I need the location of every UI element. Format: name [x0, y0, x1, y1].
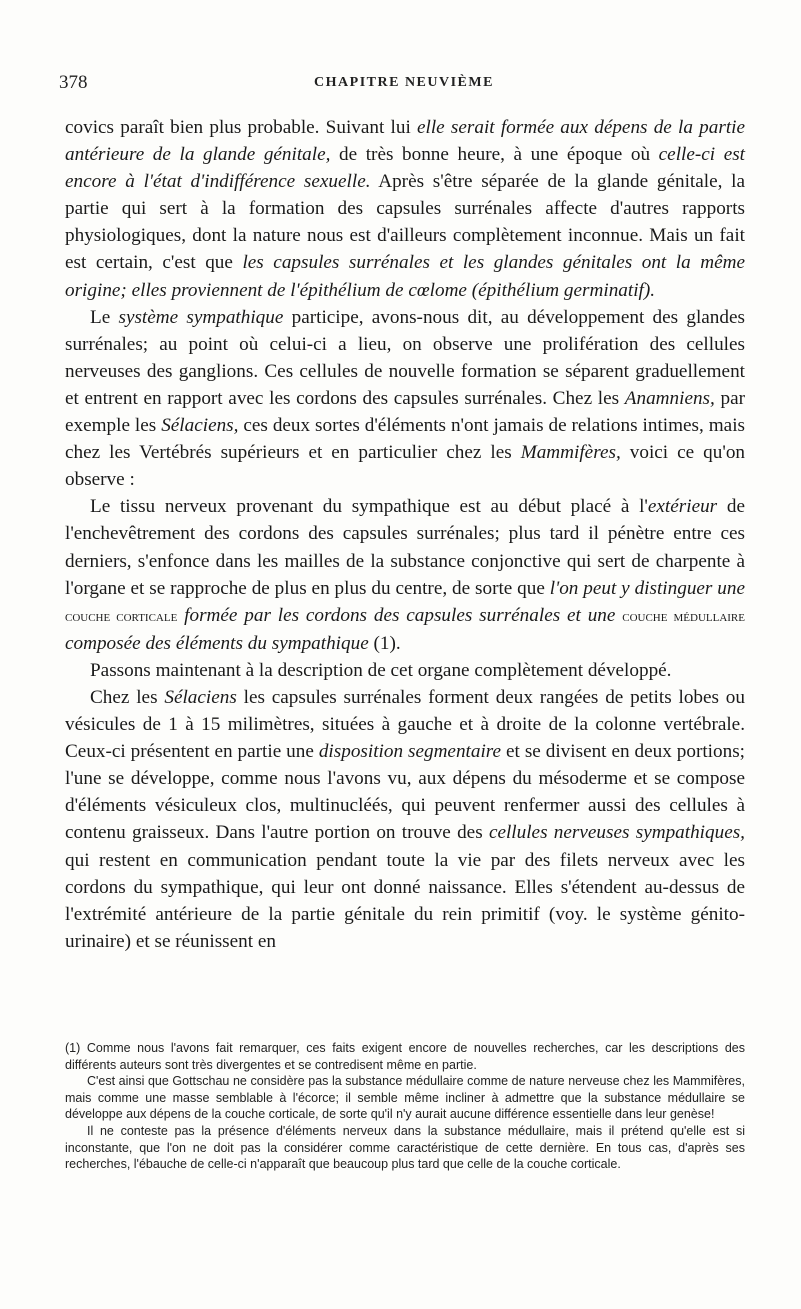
- footnote-1: (1) Comme nous l'avons fait remarquer, ces faits exigent encore de nouvelles recherches, car les descriptions des différents auteurs sont très divergentes et se contredisent même en partie.: [65, 1041, 745, 1072]
- text-run: ces deux sortes d'éléments n'ont jamais de relations intimes, mais chez les Vertébrés supérieurs et en particulier chez les: [65, 415, 745, 464]
- italic-run: système sympathique: [118, 306, 284, 328]
- text-run: Après s'être séparée de la glande génitale, la partie qui sert à la formation des capsules surrénales affecte d'autres rapports physiologiques, dont la nature nous est d'ailleurs complètement inconnue. Mais un fait est certain, c'est que: [65, 171, 746, 274]
- text-run: de l'enchevêtrement des cordons des capsules surrénales; plus tard il pénètre entre ces derniers, s'enfonce dans les mailles de la substance conjonctive qui sert de charpente à l'organe et se rapproche de plus en plus du centre, de sorte que: [65, 496, 745, 599]
- text-run: les capsules surrénales forment deux rangées de petits lobes ou vésicules de 1 à 15 milimètres, situées à gauche et à droite de la colonne vertébrale. Ceux-ci présentent en partie une: [65, 686, 745, 763]
- italic-run: celle-ci est encore à l'état d'indifférence sexuelle.: [65, 144, 746, 193]
- footnote-ref: (1).: [368, 632, 401, 654]
- text-run: covics paraît bien plus probable. Suivant lui: [65, 117, 417, 138]
- italic-run: extérieur: [647, 496, 718, 518]
- text-run: par exemple les: [65, 387, 745, 437]
- italic-run: elle serait formée aux dépens de la partie antérieure de la glande génitale,: [65, 117, 745, 166]
- paragraph-1: [65, 114, 745, 304]
- text-run: qui restent en communication pendant toute la vie par des filets nerveux avec les cordons du sympathique, qui leur ont donné naissance. Elles s'étendent au-dessus de l'extrémité antérieure de la partie génitale du rein primitif (voy. le système génito-urinaire) et se réunissent en: [65, 849, 745, 952]
- page-number: 378: [59, 72, 88, 93]
- text-run: Le: [90, 306, 119, 328]
- italic-run: Anamniens,: [624, 387, 715, 409]
- italic-run: cellules nerveuses sympathiques,: [488, 822, 745, 844]
- small-caps-run: couche corticale: [65, 607, 178, 625]
- italic-run: formée par les cordons des capsules surrénales et une: [177, 604, 623, 626]
- text-run: de très bonne heure, à une époque où: [330, 144, 659, 166]
- small-caps-run: couche médullaire: [622, 607, 745, 625]
- italic-run: Sélaciens,: [161, 415, 239, 437]
- text-run: et se divisent en deux portions; l'une se développe, comme nous l'avons vu, aux dépens du mésoderme et se compose d'éléments vésiculeux clos, multinucléés, qui peuvent renfermer aussi des cellules à contenu graisseux. Dans l'autre portion on trouve des: [65, 741, 745, 844]
- italic-run: Mammifères,: [520, 442, 621, 464]
- italic-run: l'on peut y distinguer une: [549, 577, 745, 599]
- footnote-1-conclusion: Il ne conteste pas la présence d'éléments nerveux dans la substance médullaire, mais il prétend qu'elle est si inconstante, que l'on ne doit pas la considérer comme caractéristique de cette dernière. En tous cas, d'après ses recherches, l'ébauche de celle-ci n'apparaît que beaucoup plus tard que celle de la couche corticale.: [65, 1123, 745, 1172]
- paragraph-4: Passons maintenant à la description de cet organe complètement développé.: [90, 659, 672, 681]
- italic-run: disposition segmentaire: [318, 741, 502, 763]
- text-run: voici ce qu'on observe :: [65, 442, 746, 491]
- text-run: Le tissu nerveux provenant du sympathique est au début placé à l': [90, 496, 648, 518]
- body-text: [65, 114, 745, 955]
- page-header: [59, 72, 749, 100]
- italic-run: composée des éléments du sympathique: [65, 632, 369, 654]
- text-run: Chez les: [90, 686, 165, 708]
- footnote-1-continuation: C'est ainsi que Gottschau ne considère pas la substance médullaire comme de nature nerveuse chez les Mammifères, mais comme une masse semblable à l'écorce; il semble même incliner à admettre que la substance médullaire se développe aux dépens de la couche corticale, de sorte qu'il n'y aurait aucune différence essentielle dans leur genèse!: [65, 1074, 745, 1122]
- text-run: participe, avons-nous dit, au développement des glandes surrénales; au point où celui-ci a lieu, on observe une prolifération des cellules nerveuses des ganglions. Ces cellules de nouvelle formation se séparent graduellement et entrent en rapport avec les cordons des capsules surrénales. Chez les: [65, 306, 745, 409]
- italic-run: les capsules surrénales et les glandes génitales ont la même origine; elles proviennent de l'épithélium de cœlome (épithélium germinatif).: [65, 252, 745, 301]
- paragraph-5: [65, 684, 745, 955]
- footnotes: [65, 1040, 745, 1173]
- running-title: CHAPITRE NEUVIÈME: [314, 75, 494, 90]
- italic-run: Sélaciens: [164, 686, 237, 708]
- paragraph-3: [65, 493, 745, 657]
- paragraph-2: [65, 304, 745, 494]
